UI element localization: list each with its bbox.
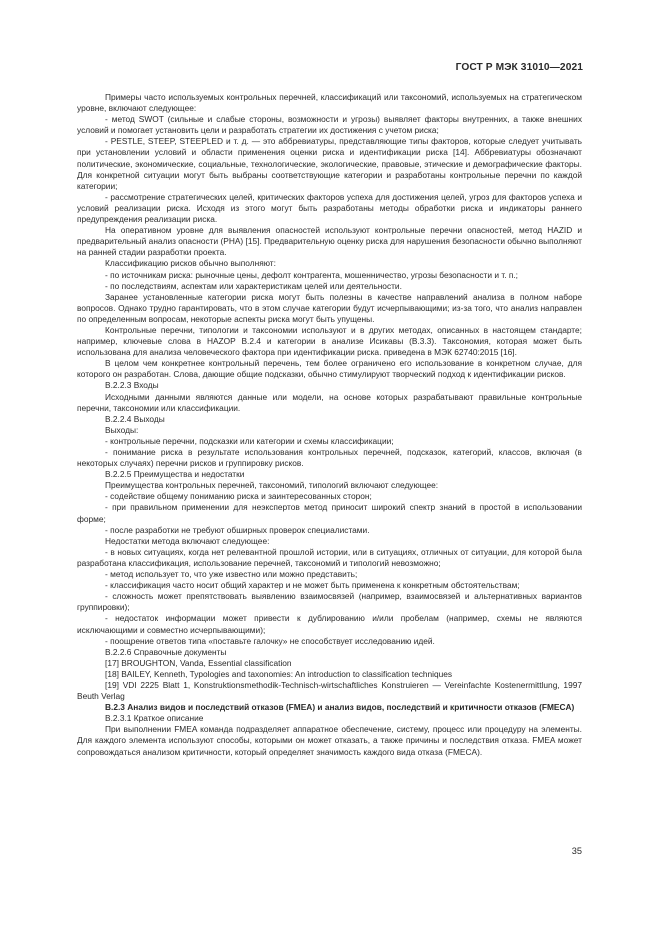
list-item: - метод SWOT (сильные и слабые стороны, возможности и угрозы) выявляет факторы внутренних, а также внешних условий и помогает установить цели и разработать стратегии их достижения с учетом риска; — [77, 114, 582, 136]
paragraph: Заранее установленные категории риска могут быть полезны в качестве направлений анализа в полном наборе вопросов. Однако трудно гарантировать, что в этом случае категории будут исчерпывающими; из-за того, что анализ направлен по определенным вопросам, некоторые аспекты риска могут быть упущены. — [77, 291, 582, 324]
paragraph: Недостатки метода включают следующее: — [105, 535, 270, 546]
paragraph: При выполнении FMEA команда подразделяет аппаратное обеспечение, систему, процесс или процедуру на элементы. Для каждого элемента используют способы, которыми он может отказать, а также причины и последствия отказа. FMEA может сопровождаться анализом критичности, который определяет значимость каждого вида отказа (FMECA). — [77, 724, 582, 757]
reference-item: [19] VDI 2225 Blatt 1, Konstruktionsmethodik-Technisch-wirtschaftliches Konstruieren — Vereinfachte Kostenermittlung, 1997 Beuth Verlag — [77, 679, 582, 702]
list-item: - контрольные перечни, подсказки или категории и схемы классификации; — [105, 435, 394, 446]
reference-item: [18] BAILEY, Kenneth, Typologies and taxonomies: An introduction to classification techniques — [105, 668, 453, 679]
list-item: - поощрение ответов типа «поставьте галочку» не способствует исследованию идей. — [105, 635, 435, 646]
list-item: - классификация часто носит общий характер и не может быть применена к конкретным обстоятельствам; — [105, 580, 520, 591]
list-item: - содействие общему пониманию риска и заинтересованных сторон; — [105, 491, 372, 502]
list-item: - после разработки не требуют обширных проверок специалистами. — [105, 524, 370, 535]
paragraph: Выходы: — [105, 424, 139, 435]
list-item: - рассмотрение стратегических целей, критических факторов успеха для достижения целей, угроз для факторов успеха и условий реализации риска. Исходя из этого могут быть разработаны методы обработки риска и индикаторы раннего предупреждения реализации риска. — [77, 191, 582, 225]
subsection-heading: B.2.2.5 Преимущества и недостатки — [105, 469, 245, 480]
section-heading: B.2.3 Анализ видов и последствий отказов (FMEA) и анализ видов, последствий и критичности отказов (FMECA) — [105, 702, 575, 713]
paragraph: Исходными данными являются данные или модели, на основе которых разрабатывают правильные контрольные перечни, таксономии или классификации. — [77, 391, 582, 413]
list-item: - по последствиям, аспектам или характеристикам целей или деятельности. — [105, 280, 402, 291]
reference-item: [17] BROUGHTON, Vanda, Essential classification — [105, 657, 292, 668]
subsection-heading: B.2.2.3 Входы — [105, 380, 159, 391]
subsection-heading: B.2.2.6 Справочные документы — [105, 646, 227, 657]
document-id: ГОСТ Р МЭК 31010—2021 — [455, 62, 583, 73]
list-item: - сложность может препятствовать выявлению взаимосвязей (например, взаимосвязей и альтернативных вариантов группировки); — [77, 591, 582, 613]
list-item: - по источникам риска: рыночные цены, дефолт контрагента, мошенничество, угрозы безопасности и т. п.; — [105, 269, 519, 280]
list-item: - понимание риска в результате использования контрольных перечней, подсказок, категорий, классов, включая (в некоторых случаях) перечни рисков и группировку рисков. — [77, 447, 582, 469]
list-item: - недостаток информации может привести к дублированию и/или пробелам (например, схемы не являются исключающими и совместно исчерпывающими); — [77, 613, 582, 635]
paragraph: Классификацию рисков обычно выполняют: — [105, 258, 276, 269]
list-item: - при правильном применении для неэкспертов метод приносит широкий спектр знаний в простой в использовании форме; — [77, 502, 582, 524]
body-text — [77, 92, 582, 758]
paragraph: Контрольные перечни, типологии и таксономии используют и в других методах, описанных в настоящем стандарте; например, ключевые слова в HAZOP B.2.4 и категории в анализе Исикавы (B.3.3). Таксономия, которая может быть использована для анализа человеческого фактора при идентификации риска. приведена в МЭК 62740:2015 [16]. — [77, 324, 582, 358]
paragraph: В целом чем конкретнее контрольный перечень, тем более ограничено его использование в конкретном случае, для которого он разработан. Слова, дающие общие подсказки, обычно стимулируют творческий подход к идентификации рисков. — [77, 358, 582, 380]
paragraph: На оперативном уровне для выявления опасностей используют контрольные перечни опасностей, метод HAZID и предварительный анализ опасности (PHA) [15]. Предварительную оценку риска для нарушения безопасности обычно выполняют на ранней стадии разработки проекта. — [77, 225, 582, 258]
subsection-heading: B.2.3.1 Краткое описание — [105, 713, 204, 724]
paragraph: Примеры часто используемых контрольных перечней, классификаций или таксономий, используемых на стратегическом уровне, включают следующее: — [77, 92, 582, 114]
subsection-heading: B.2.2.4 Выходы — [105, 413, 165, 424]
list-item: - метод использует то, что уже известно или можно представить; — [105, 569, 358, 580]
page-number: 35 — [571, 846, 582, 856]
list-item: - PESTLE, STEEP, STEEPLED и т. д. — это аббревиатуры, представляющие типы факторов, которые следует учитывать при установлении условий и области применения оценки риска и идентификации риска [14]. Аббревиатуры обозначают политические, экономические, социальные, технологические, экологические, правовые, этические и демографические факторы. Для конкретной ситуации могут быть выбраны соответствующие категории и разработаны контрольные перечни по каждой категории; — [77, 136, 582, 191]
paragraph: Преимущества контрольных перечней, таксономий, типологий включают следующее: — [105, 480, 439, 491]
list-item: - в новых ситуациях, когда нет релевантной прошлой истории, или в ситуациях, отличных от ситуации, для которой была разработана классификация, использование перечней, таксономий и типологий невозможно; — [77, 546, 582, 568]
